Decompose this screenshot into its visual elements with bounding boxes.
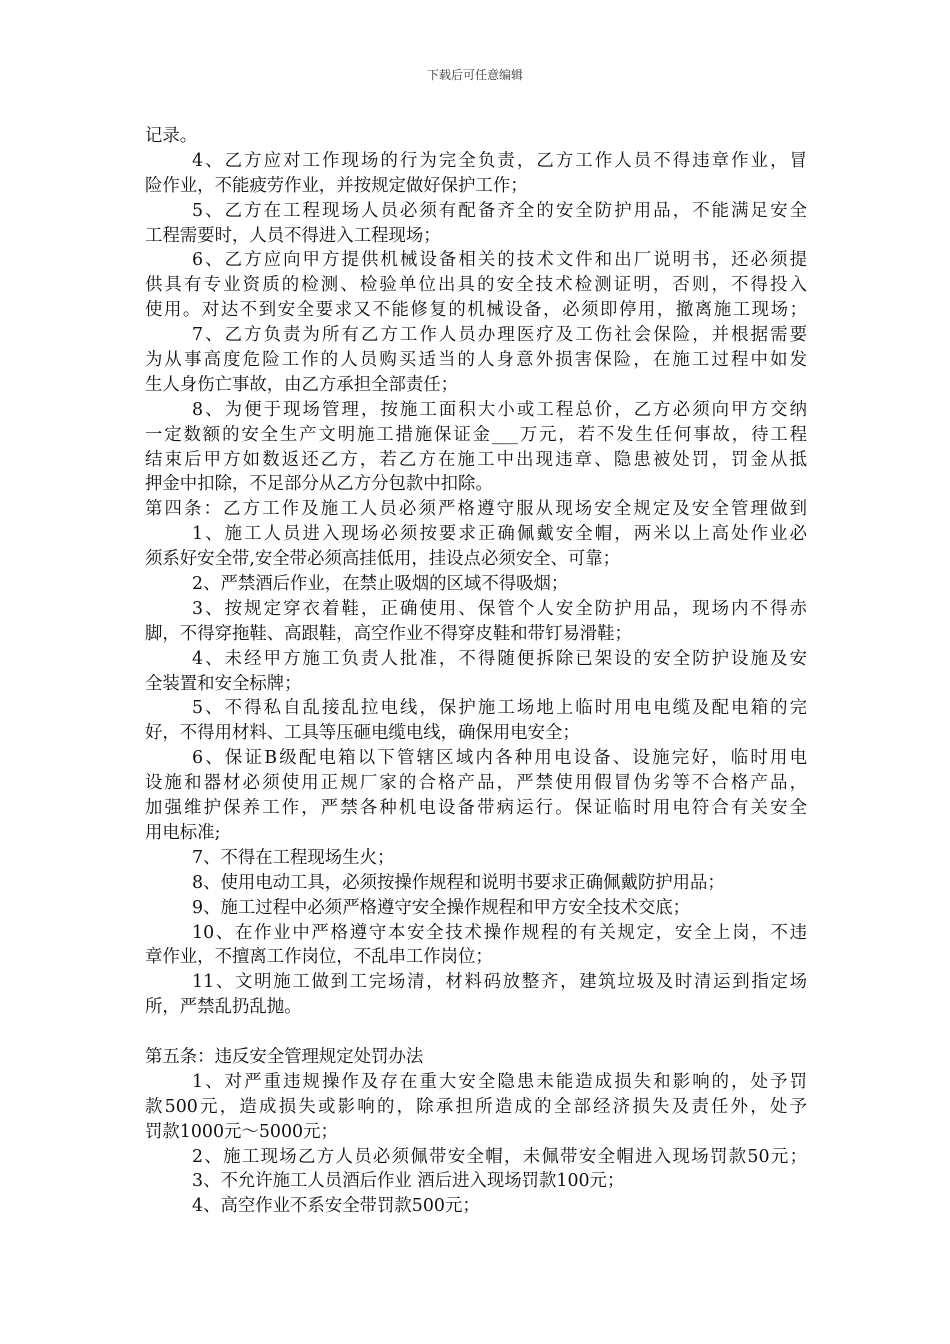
text-line: 用电标准; bbox=[145, 822, 221, 843]
text-line: 6、乙方应向甲方提供机械设备相关的技术文件和出厂说明书，还必须提 bbox=[192, 250, 807, 271]
text-line: 供具有专业资质的检测、检验单位出具的安全技术检测证明，否则，不得投入 bbox=[145, 275, 807, 296]
text-line: 2、施工现场乙方人员必须佩带安全帽，未佩带安全帽进入现场罚款50元； bbox=[192, 1146, 807, 1167]
blank-line bbox=[145, 1020, 807, 1045]
text-line: 5、不得私自乱接乱拉电线，保护施工场地上临时用电电缆及配电箱的完 bbox=[192, 698, 807, 719]
text-line: 7、不得在工程现场生火； bbox=[192, 847, 395, 868]
text-line: 6、保证B级配电箱以下管辖区域内各种用电设备、设施完好，临时用电 bbox=[192, 748, 807, 769]
text-line: 所，严禁乱扔乱抛。 bbox=[145, 997, 302, 1018]
text-line: 工程需要时，人员不得进入工程现场； bbox=[145, 225, 441, 246]
text-line: 结束后甲方如数返还乙方，若乙方在施工中出现违章、隐患被处罚，罚金从抵 bbox=[145, 449, 807, 470]
text-line: 须系好安全带,安全带必须高挂低用，挂设点必须安全、可靠； bbox=[145, 549, 621, 570]
text-line: 脚，不得穿拖鞋、高跟鞋，高空作业不得穿皮鞋和带钉易滑鞋； bbox=[145, 623, 632, 644]
text-line: 第四条：乙方工作及施工人员必须严格遵守服从现场安全规定及安全管理做到 bbox=[145, 499, 807, 520]
text-line: 4、高空作业不系安全带罚款500元； bbox=[192, 1196, 480, 1217]
text-line: 8、为便于现场管理，按施工面积大小或工程总价，乙方必须向甲方交纳 bbox=[192, 399, 807, 420]
text-line: 3、不允许施工人员酒后作业 酒后进入现场罚款100元； bbox=[192, 1171, 625, 1192]
text-line: 险作业，不能疲劳作业，并按规定做好保护工作； bbox=[145, 175, 528, 196]
text-line: 押金中扣除，不足部分从乙方分包款中扣除。 bbox=[145, 474, 493, 495]
text-line: 使用。对达不到安全要求又不能修复的机械设备，必须即停用，撤离施工现场； bbox=[145, 300, 807, 321]
page-header: 下载后可任意编辑 bbox=[426, 68, 523, 82]
document-body bbox=[145, 124, 807, 1219]
text-line: 11、文明施工做到工完场清，材料码放整齐，建筑垃圾及时清运到指定场 bbox=[192, 972, 807, 993]
text-line: 生人身伤亡事故，由乙方承担全部责任； bbox=[145, 374, 459, 395]
text-line: 罚款1000元～5000元； bbox=[145, 1121, 338, 1142]
text-line: 8、使用电动工具，必须按操作规程和说明书要求正确佩戴防护用品； bbox=[192, 872, 725, 893]
text-line: 2、严禁酒后作业，在禁止吸烟的区域不得吸烟； bbox=[192, 574, 569, 595]
text-line: 好，不得用材料、工具等压砸电缆电线，确保用电安全； bbox=[145, 723, 580, 744]
text-line: 加强维护保养工作，严禁各种机电设备带病运行。保证临时用电符合有关安全 bbox=[145, 798, 807, 819]
text-line: 9、施工过程中必须严格遵守安全操作规程和甲方安全技术交底； bbox=[192, 897, 691, 918]
text-line: 为从事高度危险工作的人员购买适当的人身意外损害保险，在施工过程中如发 bbox=[145, 350, 807, 371]
text-line: 1、对严重违规操作及存在重大安全隐患未能造成损失和影响的，处予罚 bbox=[192, 1071, 807, 1092]
text-line: 记录。 bbox=[145, 126, 198, 146]
text-line: 款500元，造成损失或影响的，除承担所造成的全部经济损失及责任外，处予 bbox=[145, 1096, 807, 1117]
text-line: 全装置和安全标牌； bbox=[145, 673, 302, 694]
text-line: 一定数额的安全生产文明施工措施保证金___万元，若不发生任何事故，待工程 bbox=[145, 424, 807, 445]
text-line: 4、未经甲方施工负责人批准，不得随便拆除已架设的安全防护设施及安 bbox=[192, 648, 807, 669]
text-line: 5、乙方在工程现场人员必须有配备齐全的安全防护用品，不能满足安全 bbox=[192, 200, 807, 221]
text-line: 3、按规定穿衣着鞋，正确使用、保管个人安全防护用品，现场内不得赤 bbox=[192, 598, 807, 619]
text-line: 第五条：违反安全管理规定处罚办法 bbox=[145, 1046, 424, 1067]
text-line: 7、乙方负责为所有乙方工作人员办理医疗及工伤社会保险，并根据需要 bbox=[192, 325, 807, 346]
text-line: 1、施工人员进入现场必须按要求正确佩戴安全帽，两米以上高处作业必 bbox=[192, 524, 807, 545]
text-line: 章作业，不擅离工作岗位，不乱串工作岗位； bbox=[145, 947, 493, 968]
text-line: 4、乙方应对工作现场的行为完全负责，乙方工作人员不得违章作业，冒 bbox=[192, 150, 807, 171]
text-line: 设施和器材必须使用正规厂家的合格产品，严禁使用假冒伪劣等不合格产品， bbox=[145, 773, 807, 794]
text-line: 10、在作业中严格遵守本安全技术操作规程的有关规定，安全上岗，不违 bbox=[192, 922, 807, 943]
